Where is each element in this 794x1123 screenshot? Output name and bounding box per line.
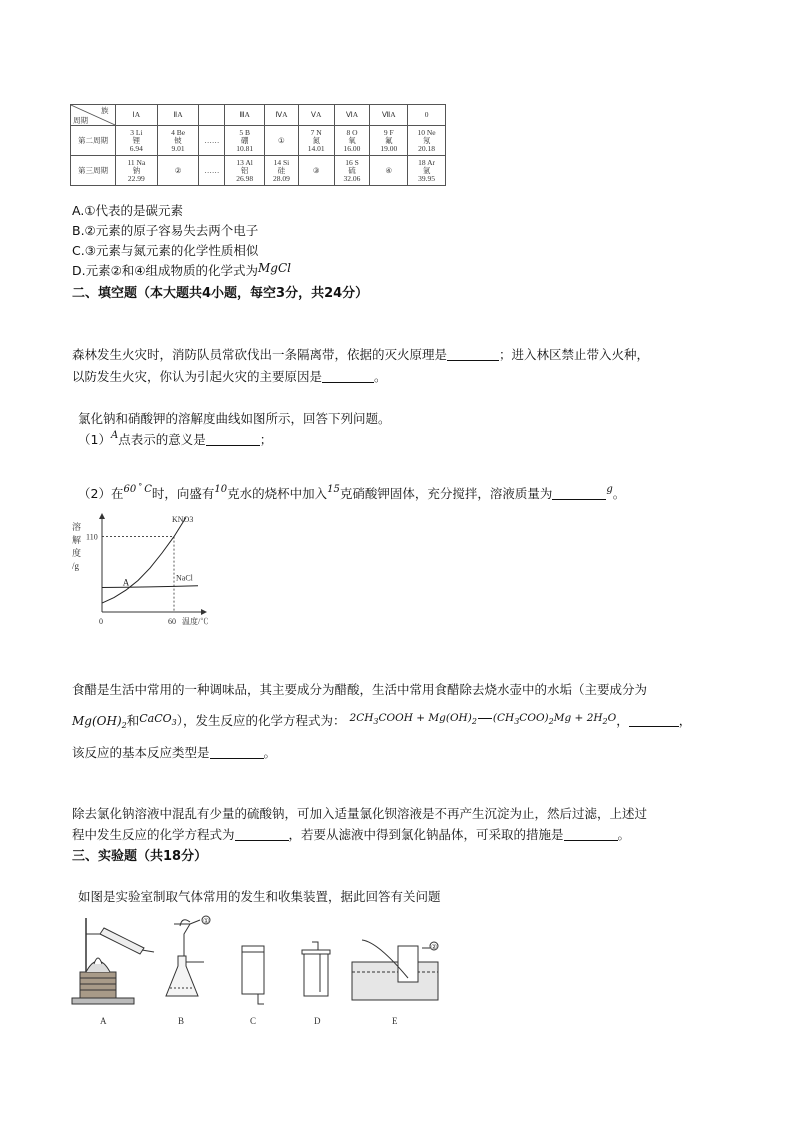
group-header: ⅢA xyxy=(225,105,265,126)
corner-top-label: 族 xyxy=(101,106,109,115)
element-cell-line: 氮 xyxy=(312,135,320,145)
part2-end: 。 xyxy=(612,486,626,501)
fire-question-line-2 xyxy=(72,368,387,386)
section-3-heading: 三、实验题（共18分） xyxy=(72,849,208,864)
periodic-table xyxy=(70,104,446,186)
element-cell-line: 4 Be xyxy=(171,127,186,137)
apparatus-e xyxy=(352,940,438,1000)
temp-value: 60 xyxy=(123,484,137,495)
element-cell-line: 3 Li xyxy=(130,127,143,137)
answer-blank[interactable] xyxy=(564,827,618,841)
element-cell xyxy=(116,126,158,156)
and-text: 和 xyxy=(126,713,140,728)
eq-sub: 2 xyxy=(471,717,477,726)
option-a: A.①代表的是碳元素 xyxy=(72,203,184,218)
element-cell xyxy=(298,126,334,156)
answer-blank[interactable] xyxy=(206,432,260,446)
eq-part: COOH + Mg(OH) xyxy=(378,712,472,724)
eq-part: 2CH xyxy=(349,712,374,724)
element-cell xyxy=(334,156,370,186)
option-d-text: D.元素②和④组成物质的化学式为 xyxy=(72,263,259,278)
temp-unit: C xyxy=(144,484,152,495)
element-cell-line: 5 B xyxy=(239,127,250,137)
corner-bottom-label: 周期 xyxy=(73,116,88,125)
element-cell-line: …… xyxy=(204,165,220,175)
periodic-table-header-row xyxy=(71,105,446,126)
vinegar-line-1: 食醋是生活中常用的一种调味品，其主要成分为醋酸，生活中常用食醋除去烧水壶中的水垢（主要成分为 xyxy=(72,682,648,697)
point-a-var: A xyxy=(110,430,119,441)
element-cell xyxy=(298,156,334,186)
group-header: ⅥA xyxy=(334,105,370,126)
group-header: 0 xyxy=(408,105,446,126)
nacl-period: 。 xyxy=(617,827,631,842)
period-label: 第二周期 xyxy=(71,126,116,156)
nacl-text-b: ，若要从滤液中得到氯化钠晶体，可采取的措施是 xyxy=(288,827,564,842)
lab-apparatus-diagram xyxy=(66,912,446,1030)
marker-1: ① xyxy=(203,917,210,925)
solubility-part-1 xyxy=(78,431,272,451)
point-a-label: A xyxy=(122,577,130,588)
mgoh-sub: 2 xyxy=(121,721,127,730)
element-cell xyxy=(334,126,370,156)
apparatus-label: C xyxy=(250,1016,257,1026)
eq-part: Mg + 2H xyxy=(553,712,603,724)
element-cell-line: 9 F xyxy=(383,127,394,137)
group-header xyxy=(199,105,225,126)
element-cell-line: 7 N xyxy=(310,127,322,137)
element-cell-line: 11 Na xyxy=(127,157,146,167)
answer-blank[interactable] xyxy=(629,713,679,727)
element-cell xyxy=(225,126,265,156)
element-cell xyxy=(157,156,199,186)
gram-unit: g xyxy=(606,484,613,495)
element-cell xyxy=(116,156,158,186)
y-axis-label-3: 度 xyxy=(72,548,82,558)
x-axis-label: 温度/℃ xyxy=(182,617,209,626)
element-cell-line: 18 Ar xyxy=(418,157,435,167)
element-cell-line: 16 S xyxy=(345,157,359,167)
element-cell-line: 氩 xyxy=(422,165,431,175)
option-c: C.③元素与氮元素的化学性质相似 xyxy=(72,243,259,258)
series-label: KNO3 xyxy=(172,515,194,524)
element-cell-line: 14 Si xyxy=(273,157,290,167)
equals-sign xyxy=(478,718,492,719)
element-cell-line: 14.01 xyxy=(307,143,325,153)
chemical-equation xyxy=(350,712,617,724)
periodic-table-row xyxy=(71,126,446,156)
element-cell-line: 氖 xyxy=(422,135,431,145)
answer-blank[interactable] xyxy=(210,745,264,759)
part2-text-c: 克硝酸钾固体，充分搅拌，溶液质量为 xyxy=(339,486,553,501)
element-cell xyxy=(199,126,225,156)
solubility-intro: 氯化钠和硝酸钾的溶解度曲线如图所示，回答下列问题。 xyxy=(78,411,391,426)
element-cell-line: 6.94 xyxy=(129,143,143,153)
element-cell-line: 13 Al xyxy=(236,157,253,167)
element-cell-line: 锂 xyxy=(132,135,141,145)
element-cell-line: 10.81 xyxy=(236,143,254,153)
answer-blank[interactable] xyxy=(552,486,606,500)
eq-part: O xyxy=(607,712,617,724)
marker-2: ② xyxy=(431,943,438,951)
element-cell-line: 32.06 xyxy=(343,173,361,183)
element-cell xyxy=(370,126,408,156)
caco3-formula: CaCO xyxy=(139,712,172,725)
y-axis-label-2: 解 xyxy=(72,535,82,545)
group-header: ⅠA xyxy=(116,105,158,126)
fire-text-c: 以防发生火灾，你认为引起火灾的主要原因是 xyxy=(72,369,323,384)
element-cell-line: 铝 xyxy=(240,165,249,175)
apparatus-label: E xyxy=(392,1016,398,1026)
series-line-kno3 xyxy=(102,517,186,603)
element-cell xyxy=(265,156,299,186)
series-label: NaCl xyxy=(176,573,193,583)
element-cell-line: 10 Ne xyxy=(417,127,436,137)
vinegar-comma: ， xyxy=(616,713,629,728)
eq-sub: 2 xyxy=(602,717,608,726)
periodic-table-row xyxy=(71,156,446,186)
option-b: B.②元素的原子容易失去两个电子 xyxy=(72,223,259,238)
apparatus-b xyxy=(166,916,210,996)
degree-sign: ° xyxy=(138,482,143,491)
element-cell-line: …… xyxy=(204,135,220,145)
series-line-nacl xyxy=(102,586,198,588)
element-cell-line: 氧 xyxy=(348,135,356,145)
nacl-text-a: 程中发生反应的化学方程式为 xyxy=(72,827,235,842)
part2-text-a: 时，向盛有 xyxy=(151,486,215,501)
eq-sub: 3 xyxy=(373,717,379,726)
fire-period: 。 xyxy=(374,369,387,384)
apparatus-a xyxy=(72,918,154,1004)
period-label: 第三周期 xyxy=(71,156,116,186)
element-cell-line: 19.00 xyxy=(380,143,398,153)
apparatus-d xyxy=(302,942,330,996)
part2-text-b: 克水的烧杯中加入 xyxy=(227,486,328,501)
element-cell-line: ③ xyxy=(312,165,320,175)
lab-intro: 如图是实验室制取气体常用的发生和收集装置，据此回答有关问题 xyxy=(78,889,441,904)
water-mass: 10 xyxy=(214,484,228,495)
group-header: ⅦA xyxy=(370,105,408,126)
element-cell-line: 28.09 xyxy=(272,173,290,183)
eq-part: COO) xyxy=(519,712,549,724)
option-d-formula: MgCl xyxy=(258,261,292,275)
element-cell xyxy=(408,126,446,156)
element-cell-line: 铍 xyxy=(174,135,182,145)
element-cell-line: ① xyxy=(278,135,285,145)
element-cell-line: 硫 xyxy=(348,165,356,175)
vinegar-period: 。 xyxy=(263,745,277,760)
y-tick-label: 110 xyxy=(86,532,98,542)
element-cell xyxy=(199,156,225,186)
element-cell-line: 硅 xyxy=(277,165,286,175)
part2-prefix: （2）在 xyxy=(78,486,124,501)
nacl-line-1: 除去氯化钠溶液中混乱有少量的硫酸钠，可加入适量氯化钡溶液是不再产生沉淀为止，然后过滤，上述过 xyxy=(72,806,648,821)
answer-blank[interactable] xyxy=(322,369,374,383)
apparatus-label: D xyxy=(314,1016,321,1026)
element-cell-line: 硼 xyxy=(240,135,249,145)
option-d xyxy=(72,262,291,280)
section-2-heading: 二、填空题（本大题共4小题，每空3分，共24分） xyxy=(72,286,369,301)
nacl-line-2 xyxy=(72,826,630,844)
x-tick-label: 60 xyxy=(168,617,176,626)
group-header: ⅣA xyxy=(265,105,299,126)
vinegar-mid-text: ），发生反应的化学方程式为： xyxy=(176,713,346,728)
caco3-sub: 3 xyxy=(171,718,177,727)
fire-question-line-1 xyxy=(72,346,649,364)
vinegar-text-c: 该反应的基本反应类型是 xyxy=(72,745,210,760)
eq-part: (CH xyxy=(492,712,515,724)
vinegar-comma: ， xyxy=(678,713,692,728)
element-cell-line: ④ xyxy=(385,165,393,175)
part1-text: 点表示的意义是 xyxy=(118,432,206,447)
element-cell xyxy=(157,126,199,156)
apparatus-label: B xyxy=(178,1016,185,1026)
group-header: ⅤA xyxy=(298,105,334,126)
group-header: ⅡA xyxy=(157,105,199,126)
part1-prefix: （1） xyxy=(78,432,111,447)
table-corner-cell xyxy=(71,105,116,126)
element-cell-line: 氟 xyxy=(385,135,393,145)
y-axis-label-4: /g xyxy=(72,561,80,571)
solubility-part-2 xyxy=(78,482,626,505)
vinegar-line-3 xyxy=(72,744,276,762)
element-cell-line: 8 O xyxy=(346,127,358,137)
element-cell xyxy=(265,126,299,156)
part1-end: ； xyxy=(259,432,273,447)
kno3-mass: 15 xyxy=(327,484,340,495)
element-cell-line: ② xyxy=(174,165,182,175)
vinegar-line-2 xyxy=(72,712,691,732)
fire-text-b: ；进入林区禁止带入火种， xyxy=(499,347,650,362)
element-cell-line: 20.18 xyxy=(418,143,435,153)
element-cell xyxy=(225,156,265,186)
mgoh-formula: Mg(OH) xyxy=(72,714,122,728)
element-cell-line: 9.01 xyxy=(171,143,185,153)
x-tick-label: 0 xyxy=(99,617,103,626)
apparatus-c xyxy=(242,946,264,1004)
element-cell xyxy=(370,156,408,186)
element-cell-line: 39.95 xyxy=(418,173,435,183)
eq-sub: 2 xyxy=(548,717,554,726)
answer-blank[interactable] xyxy=(235,827,289,841)
answer-blank[interactable] xyxy=(447,347,499,361)
y-axis-label-1: 溶 xyxy=(72,522,82,532)
element-cell-line: 22.99 xyxy=(127,173,145,183)
element-cell-line: 26.98 xyxy=(236,173,254,183)
diagonal-line xyxy=(71,105,115,125)
element-cell xyxy=(408,156,446,186)
eq-sub: 3 xyxy=(514,717,520,726)
element-cell-line: 16.00 xyxy=(343,143,361,153)
apparatus-label: A xyxy=(100,1016,107,1026)
fire-text-a: 森林发生火灾时，消防队员常砍伐出一条隔离带，依据的灭火原理是 xyxy=(72,347,448,362)
solubility-chart xyxy=(70,512,210,636)
element-cell-line: 钠 xyxy=(132,165,141,175)
